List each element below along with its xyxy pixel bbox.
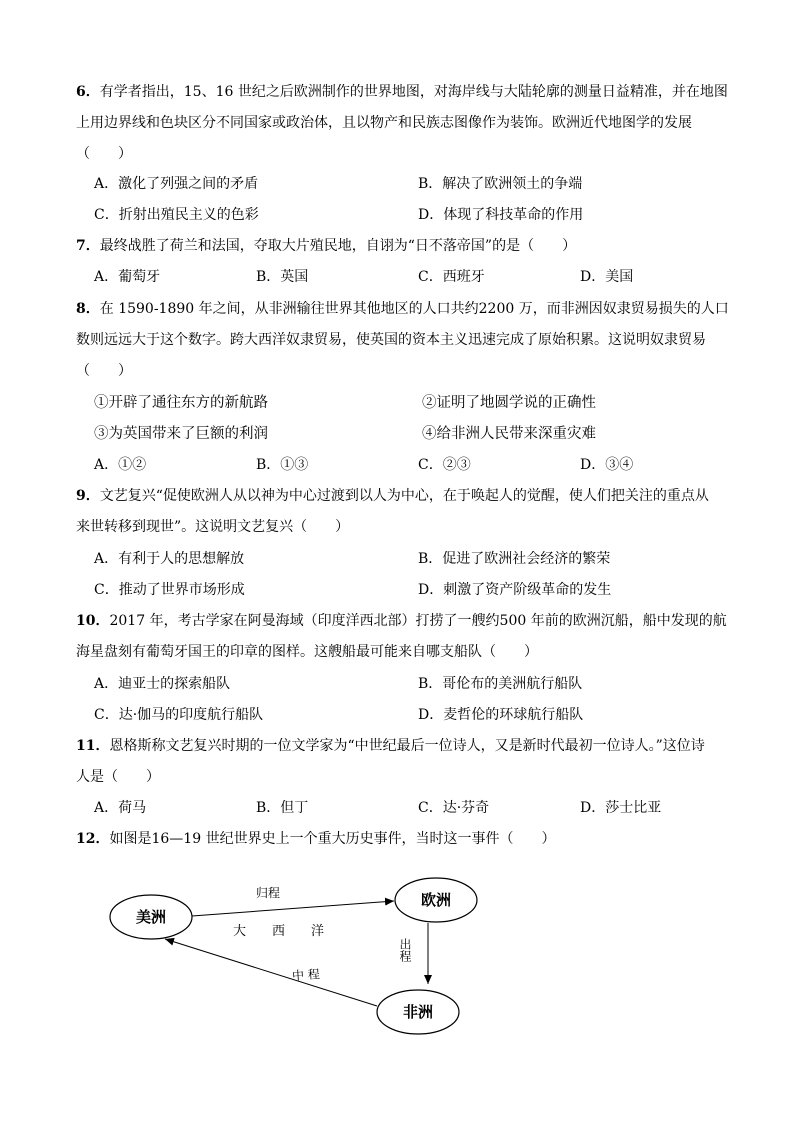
q8-number: 8． [76, 301, 100, 317]
q10-option-b[interactable]: B．哥伦布的美洲航行船队 [418, 676, 583, 692]
return-route-arrow [192, 901, 394, 916]
q7-option-c[interactable]: C．西班牙 [418, 269, 485, 285]
q6-text1: 有学者指出，15、16 世纪之后欧洲制作的世界地图，对海岸线与大陆轮廓的测量日益精准，并在地图 [99, 84, 728, 100]
q8-option-d[interactable]: D．③④ [580, 457, 634, 473]
q6-number: 6． [76, 84, 100, 100]
middle-passage-arrow [165, 939, 377, 1006]
q12-number: 12． [76, 831, 110, 847]
q9-text1: 文艺复兴“促使欧洲人从以神为中心过渡到以人为中心，在于唤起人的觉醒，使人们把关注的重点从 [99, 488, 709, 504]
q10-text1: 2017 年，考古学家在阿曼海域（印度洋西北部）打捞了一艘约500 年前的欧洲沉船，船中发现的航 [109, 613, 727, 629]
q8-statement-1: ①开辟了通往东方的新航路 [94, 395, 268, 411]
q11-line2: 人是（ ） [76, 769, 160, 785]
europe-label: 欧洲 [420, 891, 452, 909]
q11-option-d[interactable]: D．莎士比亚 [580, 800, 662, 816]
q9-option-c[interactable]: C．推动了世界市场形成 [94, 582, 245, 598]
return-route-label: 归程 [256, 886, 281, 900]
q8-option-c[interactable]: C．②③ [418, 457, 471, 473]
america-label: 美洲 [135, 908, 167, 926]
q11-option-b[interactable]: B．但丁 [256, 800, 309, 816]
africa-label: 非洲 [402, 1003, 434, 1021]
q11-option-a[interactable]: A．荷马 [94, 800, 147, 816]
q9-option-b[interactable]: B．促进了欧洲社会经济的繁荣 [418, 551, 611, 567]
q6-option-c[interactable]: C．折射出殖民主义的色彩 [94, 207, 259, 223]
q8-statement-2: ②证明了地圆学说的正确性 [422, 395, 596, 411]
q9-line2: 来世转移到现世”。这说明文艺复兴（ ） [76, 519, 350, 535]
q7-option-a[interactable]: A．葡萄牙 [94, 269, 161, 285]
q12-text1: 如图是16—19 世纪世界史上一个重大历史事件，当时这一事件（ ） [109, 831, 556, 847]
q8-text1: 在 1590-1890 年之间，从非洲输往世界其他地区的人口共约2200 万，而非洲因奴隶贸易损失的人口 [99, 301, 729, 317]
q6-option-a[interactable]: A．激化了列强之间的矛盾 [94, 176, 259, 192]
q10-option-a[interactable]: A．迪亚士的探索船队 [94, 676, 231, 692]
q8-blank: （ ） [76, 363, 132, 379]
q7-number: 7． [76, 238, 100, 254]
q8-option-b[interactable]: B．①③ [256, 457, 309, 473]
outbound-route-label: 出程 [398, 938, 412, 962]
q10-option-d[interactable]: D．麦哲伦的环球航行船队 [418, 707, 584, 723]
q10-line2: 海星盘刻有葡萄牙国王的印章的图样。这艘船最可能来自哪支船队（ ） [76, 644, 538, 660]
q6-line2: 上用边界线和色块区分不同国家或政治体，且以物产和民族志图像作为装饰。欧洲近代地图学的发展 [76, 115, 692, 131]
q6-option-b[interactable]: B．解决了欧洲领土的争端 [418, 176, 583, 192]
q11-text1: 恩格斯称文艺复兴时期的一位文学家为“中世纪最后一位诗人，又是新时代最初一位诗人。”这位诗 [109, 738, 705, 754]
q8-option-a[interactable]: A．①② [94, 457, 147, 473]
q11-number: 11． [76, 738, 110, 754]
q6-blank: （ ） [76, 146, 132, 162]
q8-statement-3: ③为英国带来了巨额的利润 [94, 426, 268, 442]
q8-line2: 数则远远大于这个数字。跨大西洋奴隶贸易，使英国的资本主义迅速完成了原始积累。这说明奴隶贸易 [76, 332, 706, 348]
atlantic-label: 大 西 洋 [233, 924, 325, 939]
q9-option-a[interactable]: A．有利于人的思想解放 [94, 551, 245, 567]
q11-option-c[interactable]: C．达·芬奇 [418, 800, 490, 816]
q7-option-d[interactable]: D．美国 [580, 269, 634, 285]
q7-text1: 最终战胜了荷兰和法国，夺取大片殖民地，自诩为“日不落帝国”的是（ ） [99, 238, 577, 254]
q9-option-d[interactable]: D．刺激了资产阶级革命的发生 [418, 582, 612, 598]
q6-option-d[interactable]: D．体现了科技革命的作用 [418, 207, 584, 223]
q9-number: 9． [76, 488, 100, 504]
q10-number: 10． [76, 613, 110, 629]
q8-statement-4: ④给非洲人民带来深重灾难 [422, 426, 596, 442]
q7-option-b[interactable]: B．英国 [256, 269, 309, 285]
middle-passage-label: 中 程 [291, 967, 321, 983]
q10-option-c[interactable]: C．达·伽马的印度航行船队 [94, 707, 264, 723]
